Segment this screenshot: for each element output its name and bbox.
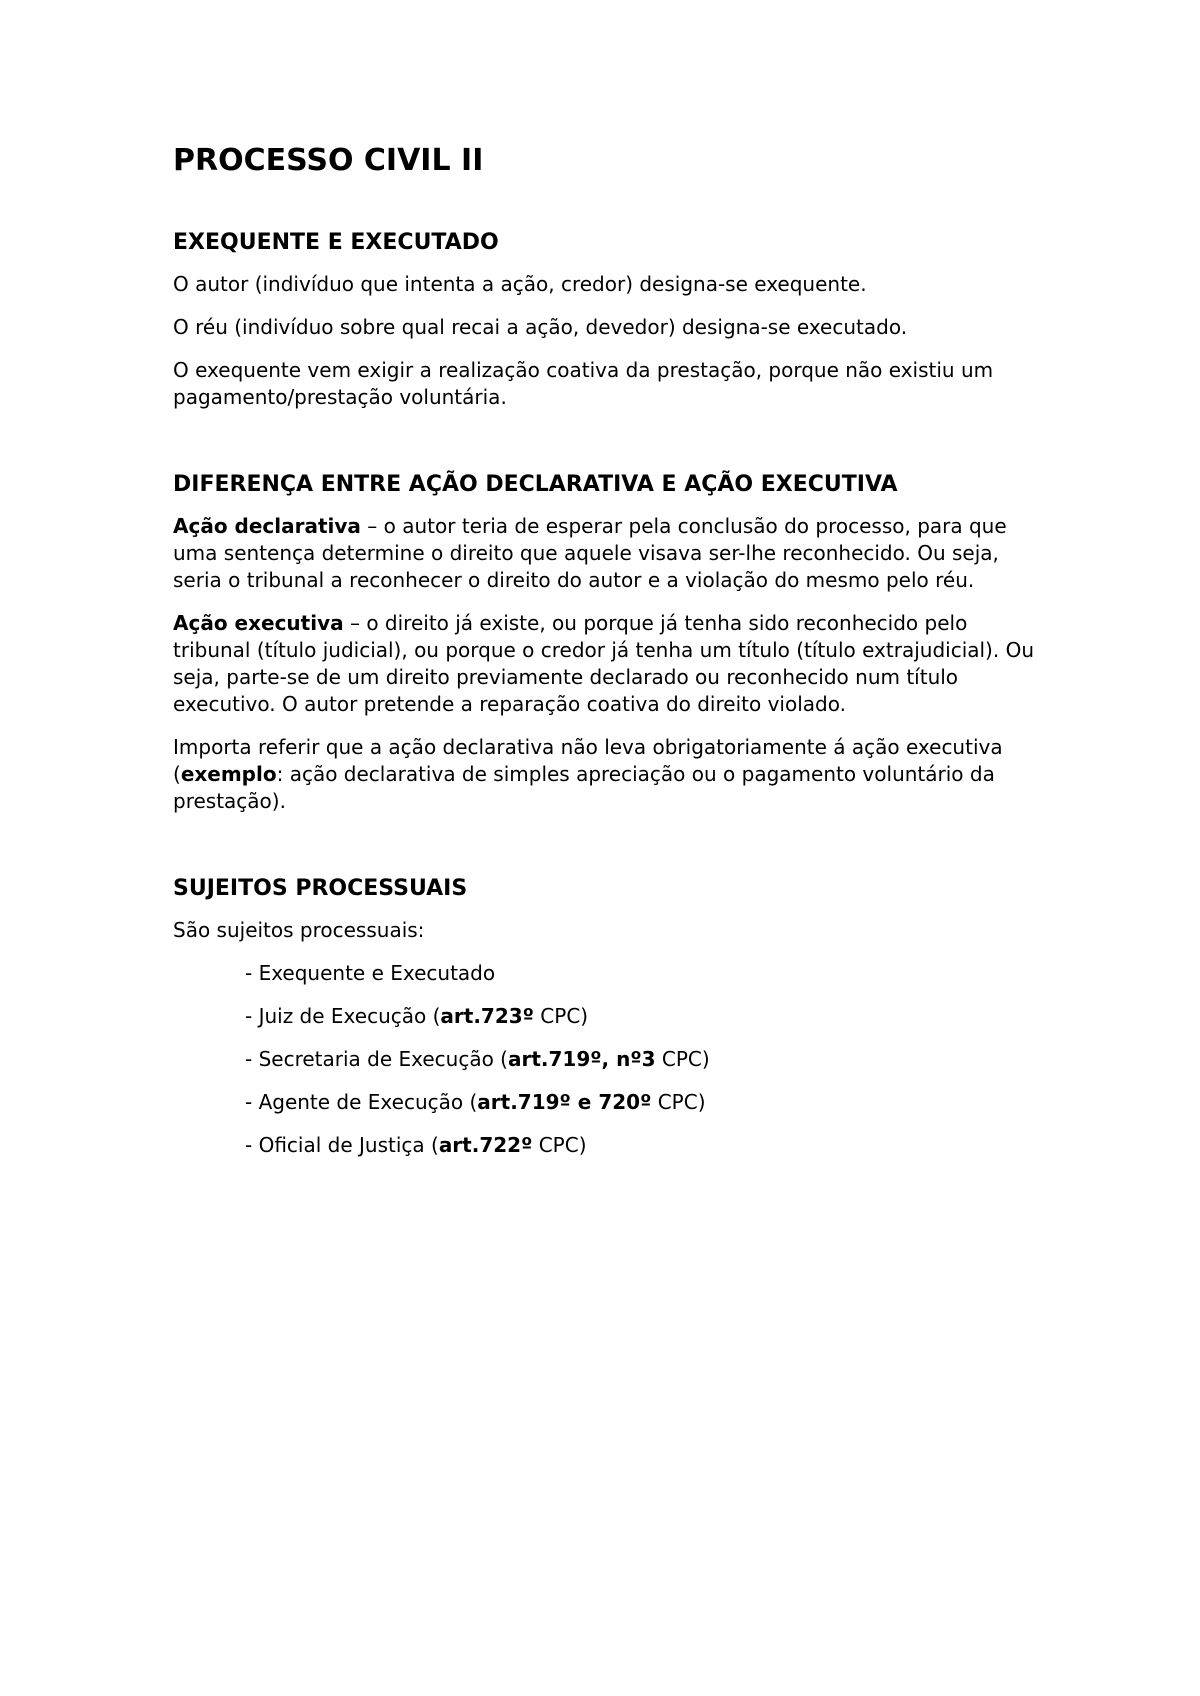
document-title: PROCESSO CIVIL II bbox=[173, 143, 484, 178]
paragraph: São sujeitos processuais: bbox=[173, 918, 425, 942]
article-reference: art.719º, nº3 bbox=[508, 1047, 656, 1071]
subject-list bbox=[173, 960, 1040, 1159]
list-item: - Exequente e Executado bbox=[245, 961, 496, 985]
section-diferenca-acoes bbox=[173, 471, 1040, 815]
paragraph: O autor (indivíduo que intenta a ação, credor) designa-se exequente. bbox=[173, 272, 867, 296]
section-exequente-executado bbox=[173, 229, 1040, 411]
term-acao-executiva: Ação executiva bbox=[173, 611, 344, 635]
term-acao-declarativa: Ação declarativa bbox=[173, 514, 361, 538]
list-item: - Juiz de Execução (art.723º CPC) bbox=[245, 1004, 589, 1028]
paragraph-text: : ação declarativa de simples apreciação ou o pagamento voluntário da prestação). bbox=[173, 762, 995, 813]
list-item: - Oficial de Justiça (art.722º CPC) bbox=[245, 1133, 587, 1157]
paragraph-importa-referir bbox=[173, 734, 1040, 815]
section-heading: EXEQUENTE E EXECUTADO bbox=[173, 230, 499, 255]
paragraph-acao-executiva bbox=[173, 610, 1040, 718]
paragraph-text: – o autor teria de esperar pela conclusão do processo, para que uma sentença determine o direito que aquele visava ser-lhe reconhecido. Ou seja, seria o tribunal a reconhecer o direito do autor e a violação do mesmo pelo réu. bbox=[173, 514, 1007, 592]
section-sujeitos-processuais bbox=[173, 875, 1040, 1159]
paragraph: O réu (indivíduo sobre qual recai a ação, devedor) designa-se executado. bbox=[173, 315, 908, 339]
paragraph-acao-declarativa bbox=[173, 513, 1040, 594]
paragraph: O exequente vem exigir a realização coativa da prestação, porque não existiu um pagamento/prestação voluntária. bbox=[173, 358, 994, 409]
section-heading: DIFERENÇA ENTRE AÇÃO DECLARATIVA E AÇÃO EXECUTIVA bbox=[173, 472, 898, 497]
article-reference: art.723º bbox=[440, 1004, 534, 1028]
list-item: - Agente de Execução (art.719º e 720º CPC) bbox=[245, 1090, 706, 1114]
paragraph-text: Importa referir que a ação declarativa não leva obrigatoriamente á ação executiva ( bbox=[173, 735, 1003, 786]
article-reference: art.719º e 720º bbox=[477, 1090, 652, 1114]
section-heading: SUJEITOS PROCESSUAIS bbox=[173, 876, 468, 901]
list-item: - Secretaria de Execução (art.719º, nº3 CPC) bbox=[245, 1047, 710, 1071]
paragraph-text: – o direito já existe, ou porque já tenha sido reconhecido pelo tribunal (título judicial), ou porque o credor já tenha um título (título extrajudicial). Ou seja, parte-se de um direito previamente declarado ou reconhecido num título executivo. O autor pretende a reparação coativa do direito violado. bbox=[173, 611, 1034, 716]
article-reference: art.722º bbox=[438, 1133, 533, 1157]
term-exemplo: exemplo bbox=[180, 762, 277, 786]
